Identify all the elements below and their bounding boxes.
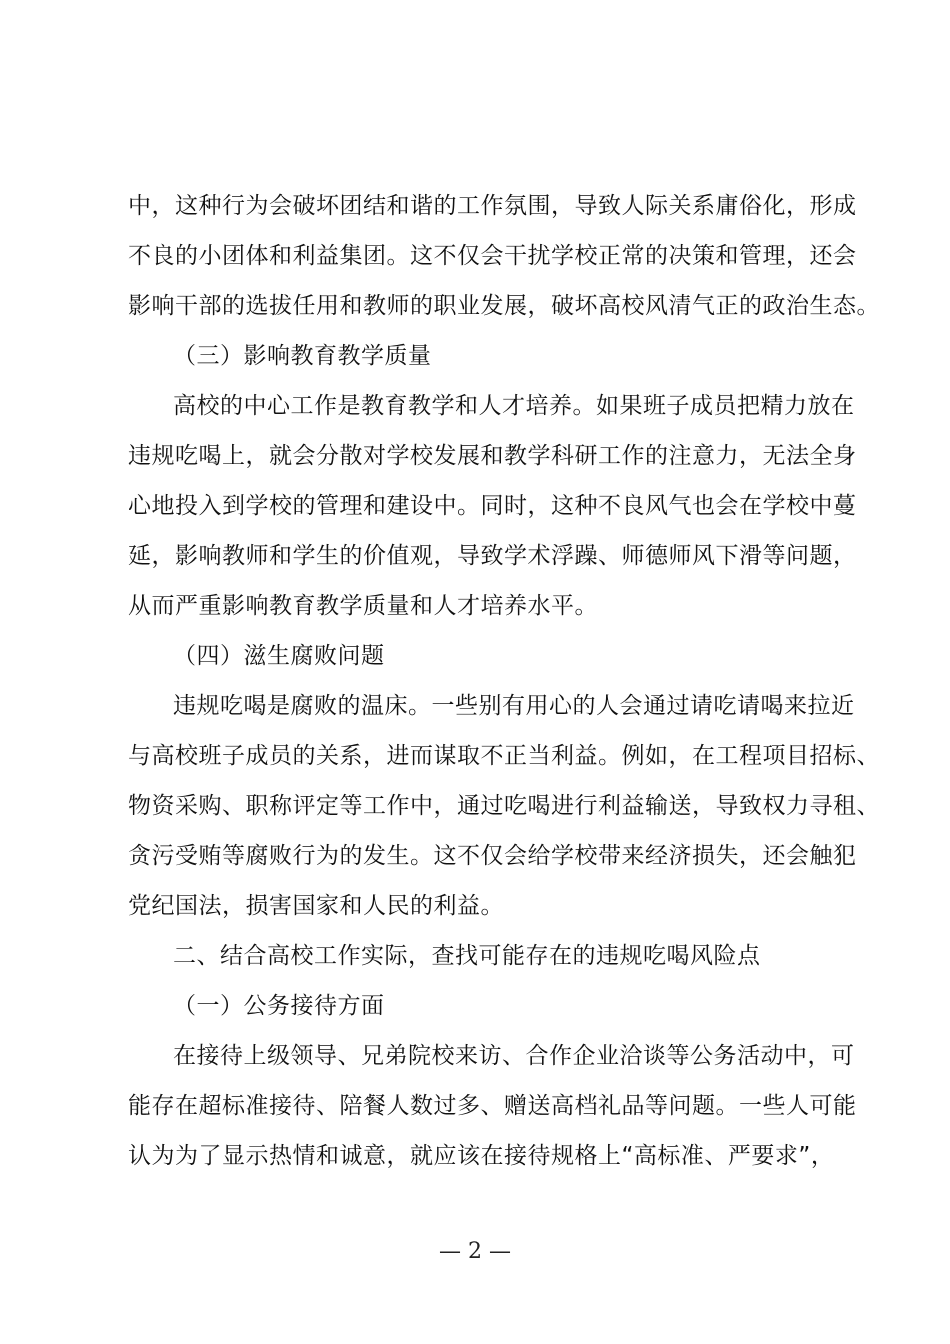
body-text-line: 党纪国法，损害国家和人民的利益。 <box>128 893 504 919</box>
body-text-line: 与高校班子成员的关系，进而谋取不正当利益。例如，在工程项目招标、 <box>128 743 880 769</box>
body-text-line: 从而严重影响教育教学质量和人才培养水平。 <box>128 593 598 619</box>
body-text-line: 不良的小团体和利益集团。这不仅会干扰学校正常的决策和管理，还会 <box>128 243 857 269</box>
body-text-line: 影响干部的选拔任用和教师的职业发展，破坏高校风清气正的政治生态。 <box>128 293 880 319</box>
body-text-line: 违规吃喝上，就会分散对学校发展和教学科研工作的注意力，无法全身 <box>128 443 857 469</box>
paragraph-first-line: 高校的中心工作是教育教学和人才培养。如果班子成员把精力放在 <box>173 393 855 419</box>
page-number: — 2 — <box>439 1239 511 1264</box>
section-heading: （三）影响教育教学质量 <box>173 343 432 369</box>
paragraph-first-line: 违规吃喝是腐败的温床。一些别有用心的人会通过请吃请喝来拉近 <box>173 693 855 719</box>
body-text-line: 心地投入到学校的管理和建设中。同时，这种不良风气也会在学校中蔓 <box>128 493 857 519</box>
body-text-line: 能存在超标准接待、陪餐人数过多、赠送高档礼品等问题。一些人可能 <box>128 1093 857 1119</box>
chapter-heading: 二、结合高校工作实际，查找可能存在的违规吃喝风险点 <box>173 943 761 969</box>
body-text-line: 中，这种行为会破坏团结和谐的工作氛围，导致人际关系庸俗化，形成 <box>128 193 857 219</box>
body-text-line: 认为为了显示热情和诚意，就应该在接待规格上“高标准、严要求”， <box>128 1143 835 1169</box>
paragraph-first-line: 在接待上级领导、兄弟院校来访、合作企业洽谈等公务活动中，可 <box>173 1043 855 1069</box>
body-text-line: 物资采购、职称评定等工作中，通过吃喝进行利益输送，导致权力寻租、 <box>128 793 880 819</box>
body-text-line: 贪污受贿等腐败行为的发生。这不仅会给学校带来经济损失，还会触犯 <box>128 843 857 869</box>
section-heading: （四）滋生腐败问题 <box>173 643 385 669</box>
body-text-line: 延，影响教师和学生的价值观，导致学术浮躁、师德师风下滑等问题， <box>128 543 857 569</box>
section-heading: （一）公务接待方面 <box>173 993 385 1019</box>
